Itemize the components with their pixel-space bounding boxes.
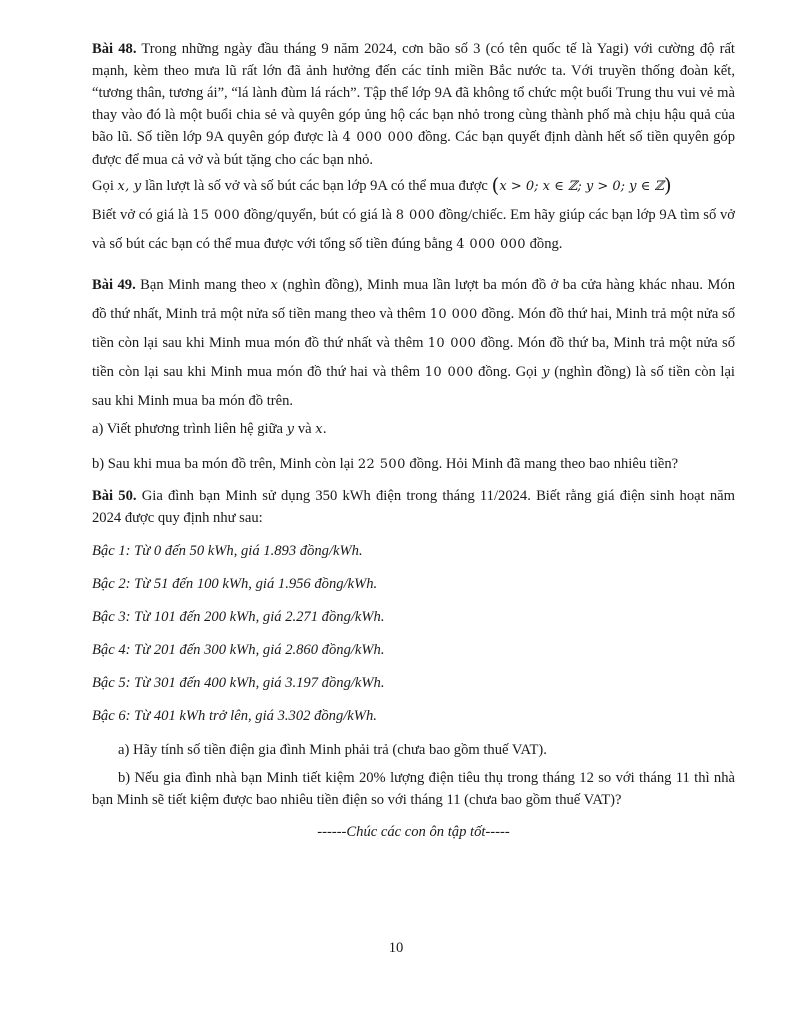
document-page [92,38,735,843]
question-a-end: . [322,421,327,437]
variable-y: y [542,365,550,380]
exercise-48-biet-4: đồng. [525,236,563,252]
question-a-y: y [286,422,295,437]
exercise-50-question-a: a) Hãy tính số tiền điện gia đình Minh phải trả (chưa bao gồm thuế VAT). [118,742,547,758]
closing-message: ------Chúc các con ôn tập tốt----- [317,824,510,840]
remaining-amount: 22 500 [357,457,406,472]
exercise-48-biet: Biết vở có giá là [92,207,193,223]
question-b-text-2: đồng. Hỏi Minh đã mang theo bao nhiêu tiền? [405,456,679,472]
condition-text: x > 0; x ∈ ℤ; y > 0; y ∈ ℤ [499,179,664,194]
exercise-49-text-a: Bạn Minh mang theo [135,277,271,293]
exercise-48-variables [92,171,735,201]
exercise-48-text: Trong những ngày đầu tháng 9 năm 2024, cơn bão số 3 (có tên quốc tế là Yagi) với cường độ rất mạnh, kèm theo mưa lũ rất lớn đã ảnh hưởng đến các tỉnh miền Bắc nước ta. Với truyền thống đoàn kết, “tương thân, tương ái”, “lá lành đùm lá rách”. Tập thể lớp 9A đã không tổ chức một buổi Trung thu vui vẻ mà thay vào đó là một buổi chia sẻ và quyên góp ủng hộ các bạn nhỏ trong cùng thành phố mà chịu hậu quả của bão lũ. Số tiền lớp 9A quyên góp được là [92,41,735,145]
variable-x: x [270,278,279,293]
exercise-50-title: Bài 50. [92,488,137,504]
exercise-50-question-b: b) Nếu gia đình nhà bạn Minh tiết kiệm 20% lượng điện tiêu thụ trong tháng 12 so với tháng 11 thì nhà bạn Minh sẽ tiết kiệm được bao nhiêu tiền điện so với tháng 11 (chưa bao gồm thuế VAT)? [92,770,735,808]
exercise-48-text-2: đồng. Các bạn quyết định dành hết số tiền quyên góp được để mua cả vở và bút tặng cho các bạn nhỏ. [92,129,736,168]
exercise-49-text-d: đồng. Món đồ thứ ba, Minh trả một nửa số tiền còn lại sau khi Minh mua món đồ thứ hai và thêm [92,335,735,380]
exercise-49-question-b [92,450,735,479]
price-tier-6: Bậc 6: Từ 401 kWh trở lên, giá 3.302 đồng/kWh. [92,708,377,724]
exercise-49-text-f: (nghìn đồng) là số tiền còn lại sau khi Minh mua ba món đồ trên. [92,364,735,409]
exercise-49-text-e: đồng. Gọi [473,364,543,380]
page-number: 10 [388,940,404,956]
price-pen: 8 000 [395,208,436,223]
price-tier-3: Bậc 3: Từ 101 đến 200 kWh, giá 2.271 đồng/kWh. [92,609,385,625]
question-b-text: b) Sau khi mua ba món đồ trên, Minh còn lại [92,456,358,472]
price-tier-list [92,535,735,733]
exercise-49 [92,271,735,415]
exercise-48-amount: 4 000 000 [342,130,414,145]
question-a-x: x [315,422,323,437]
price-tier-5: Bậc 5: Từ 301 đến 400 kWh, giá 3.197 đồng/kWh. [92,675,385,691]
exercise-49-text-b: (nghìn đồng), Minh mua lần lượt ba món đồ ở ba cửa hàng khác nhau. Món đồ thứ nhất, Minh trả một nửa số tiền mang theo và thêm [92,277,735,322]
variables-xy: x, y [117,179,142,194]
condition-expression: (x > 0; x ∈ ℤ; y > 0; y ∈ ℤ) [491,173,672,197]
total-amount: 4 000 000 [456,237,526,252]
exercise-49-text-c: đồng. Món đồ thứ hai, Minh trả một nửa số tiền còn lại sau khi Minh mua món đồ thứ nhất và thêm [92,306,736,351]
exercise-48 [92,38,735,171]
amount-3: 10 000 [424,365,474,380]
question-a-text: a) Viết phương trình liên hệ giữa [92,421,287,437]
price-tier-4: Bậc 4: Từ 201 đến 300 kWh, giá 2.860 đồng/kWh. [92,642,385,658]
price-tier-2: Bậc 2: Từ 51 đến 100 kWh, giá 1.956 đồng/kWh. [92,576,378,592]
exercise-48-biet-3: đồng/chiếc. Em hãy giúp các bạn lớp 9A tìm số vở và số bút các bạn có thể mua được với tổng số tiền đúng bằng [92,207,736,252]
exercise-48-prices [92,201,735,259]
exercise-48-title: Bài 48. [92,41,137,57]
question-a-and: và [294,421,316,437]
exercise-48-biet-2: đồng/quyển, bút có giá là [240,207,396,223]
exercise-49-title: Bài 49. [92,277,136,293]
exercise-48-goi-2: lần lượt là số vở và số bút các bạn lớp 9A có thể mua được [141,178,492,194]
exercise-48-goi: Gọi [92,178,118,194]
price-tier-1: Bậc 1: Từ 0 đến 50 kWh, giá 1.893 đồng/kWh. [92,543,363,559]
amount-1: 10 000 [429,307,478,322]
exercise-49-question-a [92,415,735,444]
amount-2: 10 000 [427,336,477,351]
exercise-50-intro: Gia đình bạn Minh sử dụng 350 kWh điện trong tháng 11/2024. Biết rằng giá điện sinh hoạt năm 2024 được quy định như sau: [92,488,735,526]
exercise-50 [92,485,735,529]
price-book: 15 000 [192,208,241,223]
